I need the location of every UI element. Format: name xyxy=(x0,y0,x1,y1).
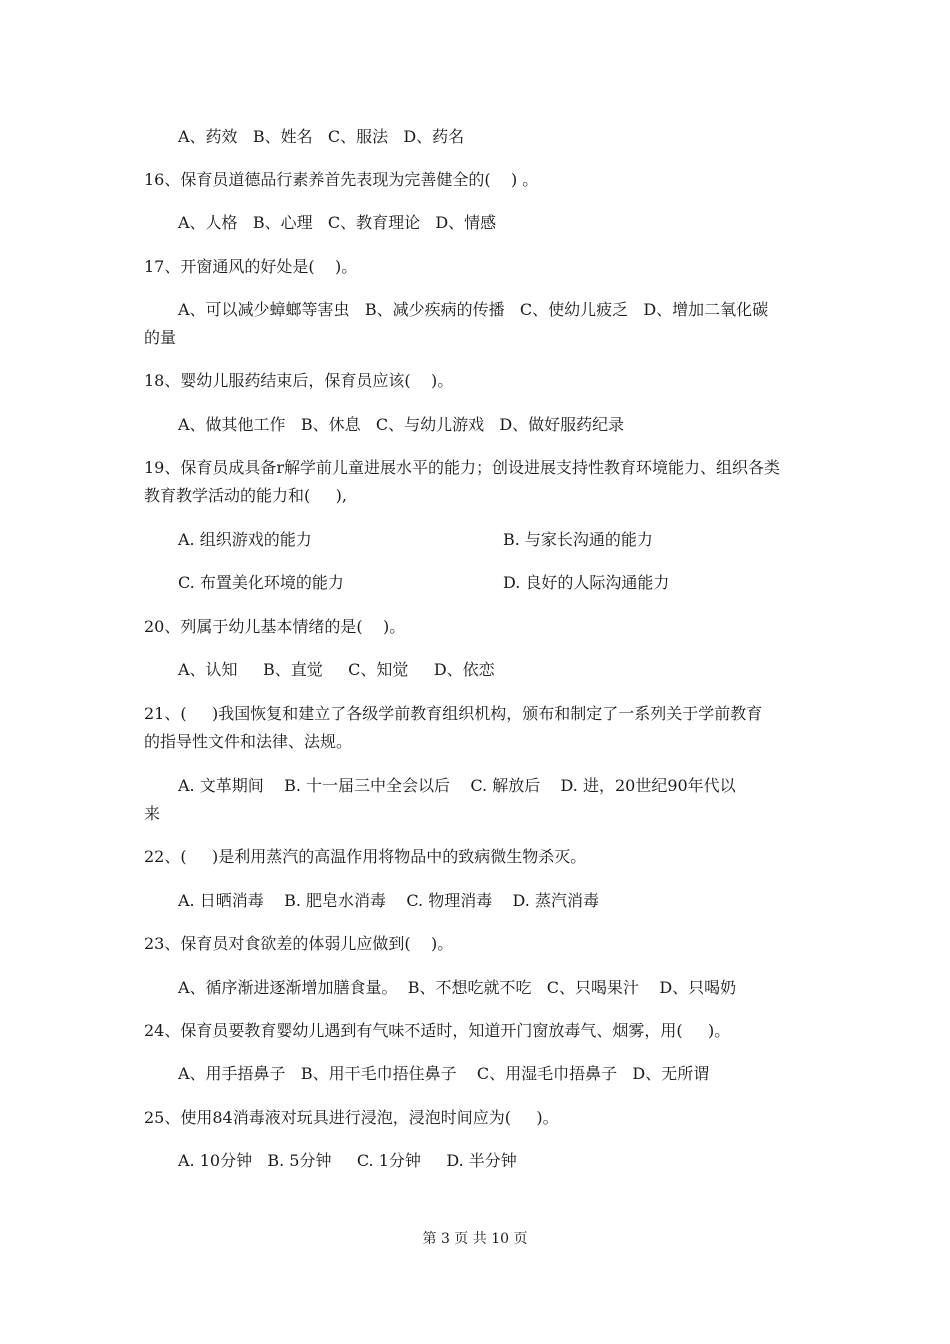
answer-options-15: A、药效 B、姓名 C、服法 D、药名 xyxy=(178,127,465,146)
answer-options-25: A. 10分钟 B. 5分钟 C. 1分钟 D. 半分钟 xyxy=(178,1151,517,1170)
answer-options-21: A. 文革期间 B. 十一届三中全会以后 C. 解放后 D. 进，20世纪90年代以 xyxy=(178,776,736,795)
answer-options-22: A. 日晒消毒 B. 肥皂水消毒 C. 物理消毒 D. 蒸汽消毒 xyxy=(178,891,599,910)
question-22: 22、( )是利用蒸汽的高温作用将物品中的致病微生物杀灭。 xyxy=(144,847,587,866)
answer-option-19-a: A. 组织游戏的能力 xyxy=(178,530,312,549)
question-24: 24、保育员要教育婴幼儿遇到有气味不适时，知道开门窗放毒气、烟雾，用( )。 xyxy=(144,1021,731,1040)
answer-option-19-d: D. 良好的人际沟通能力 xyxy=(503,573,670,592)
answer-options-17-continued: 的量 xyxy=(144,328,177,347)
answer-options-20: A、认知 B、直觉 C、知觉 D、依恋 xyxy=(178,660,495,679)
question-16: 16、保育员道德品行素养首先表现为完善健全的( ) 。 xyxy=(144,170,539,189)
answer-option-19-c: C. 布置美化环境的能力 xyxy=(178,573,344,592)
answer-options-21-continued: 来 xyxy=(144,804,161,823)
question-18: 18、婴幼儿服药结束后，保育员应该( )。 xyxy=(144,371,454,390)
answer-options-24: A、用手捂鼻子 B、用干毛巾捂住鼻子 C、用湿毛巾捂鼻子 D、无所谓 xyxy=(178,1064,710,1083)
question-21-continued: 的指导性文件和法律、法规。 xyxy=(144,732,353,751)
question-20: 20、列属于幼儿基本情绪的是( )。 xyxy=(144,617,406,636)
question-21: 21、( )我国恢复和建立了各级学前教育组织机构，颁布和制定了一系列关于学前教育 xyxy=(144,704,763,723)
question-23: 23、保育员对食欲差的体弱儿应做到( )。 xyxy=(144,934,454,953)
question-19-continued: 教育教学活动的能力和( ), xyxy=(144,486,348,505)
answer-options-23: A、循序渐进逐渐增加膳食量。 B、不想吃就不吃 C、只喝果汁 D、只喝奶 xyxy=(178,978,737,997)
question-17: 17、开窗通风的好处是( )。 xyxy=(144,257,358,276)
answer-options-16: A、人格 B、心理 C、教育理论 D、情感 xyxy=(178,213,497,232)
question-19: 19、保育员成具备r解学前儿童进展水平的能力；创设进展支持性教育环境能力、组织各类 xyxy=(144,458,781,477)
question-25: 25、使用84消毒液对玩具进行浸泡，浸泡时间应为( )。 xyxy=(144,1108,559,1127)
answer-option-19-b: B. 与家长沟通的能力 xyxy=(503,530,653,549)
answer-options-18: A、做其他工作 B、休息 C、与幼儿游戏 D、做好服药纪录 xyxy=(178,415,625,434)
page-number-footer: 第 3 页 共 10 页 xyxy=(422,1231,528,1247)
answer-options-17: A、可以减少蟑螂等害虫 B、减少疾病的传播 C、使幼儿疲乏 D、增加二氧化碳 xyxy=(178,300,769,319)
